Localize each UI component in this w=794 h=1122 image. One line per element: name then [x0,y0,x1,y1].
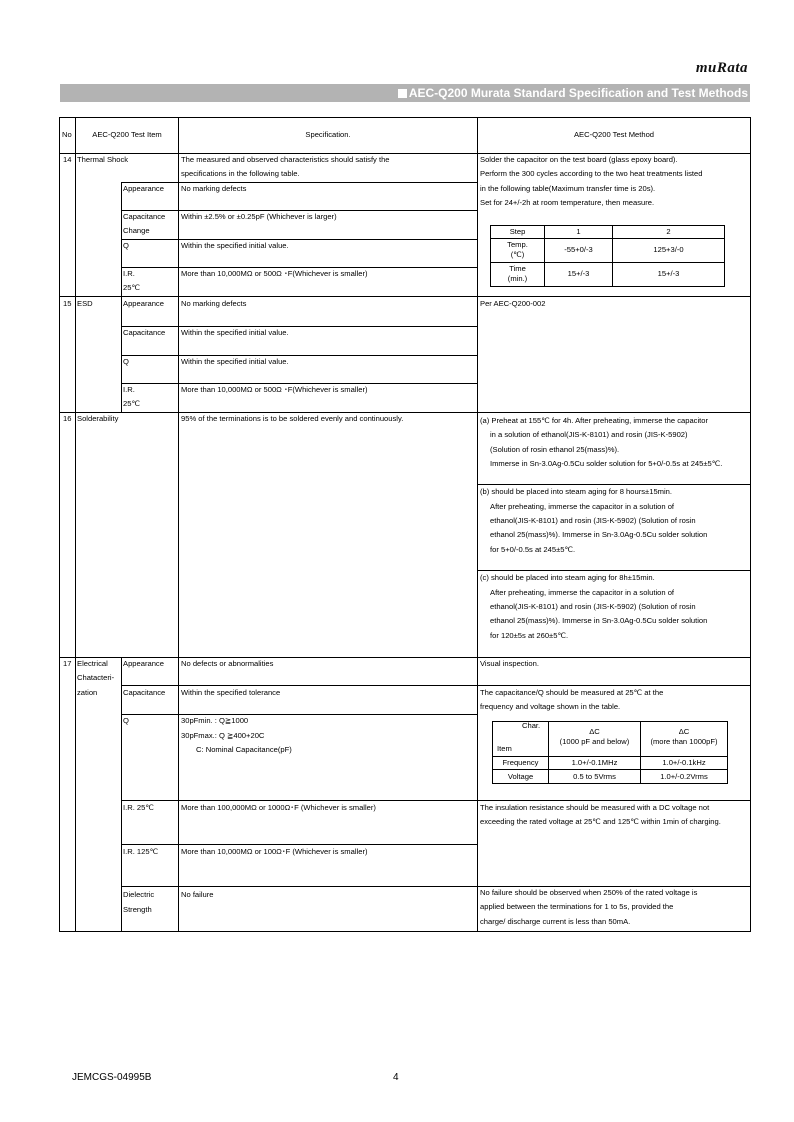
header-test-method: AEC-Q200 Test Method [573,130,655,139]
method-text: No failure should be observed when 250% of the rated voltage is [480,888,698,897]
method-text: (c) should be placed into steam aging for 8h±15min. [480,573,655,582]
document-code: JEMCGS-04995B [72,1072,152,1083]
method-text: Set for 24+/-2h at room temperature, then measure. [480,198,655,207]
method-text: Per AEC-Q200-002 [480,299,546,308]
method-text: applied between the terminations for 1 to 5s, provided the [480,902,674,911]
sub-item-label: Dielectric [123,890,155,899]
sub-item-spec: Within ±2.5% or ±0.25pF (Whichever is larger) [181,212,337,221]
table-header-cell: ΔC [589,727,600,736]
method-text: ethanol(JIS-K-8101) and rosin (JIS-K-5902) (Solution of rosin [490,516,696,525]
table-cell: Temp. [507,240,528,249]
table-header-cell: (more than 1000pF) [650,737,718,746]
method-text: for 120±5s at 260±5℃. [490,631,569,640]
sub-item-spec: 30pFmax.: Q ≧400+20C [181,731,265,740]
sub-item-spec: No marking defects [181,299,247,308]
sub-item-label: Appearance [123,299,164,308]
header-no: No [62,130,72,139]
table-cell: 15+/-3 [567,269,590,278]
method-text: exceeding the rated voltage at 25℃ and 125℃ within 1min of charging. [480,817,721,826]
sub-item-spec: Within the specified tolerance [181,688,281,697]
sub-item-spec: No defects or abnormalities [181,659,274,668]
table-cell: 15+/-3 [657,269,680,278]
header-test-item: AEC-Q200 Test Item [92,130,162,139]
method-text: Perform the 300 cycles according to the two heat treatments listed [480,169,703,178]
table-header-cell: Step [509,227,526,236]
test-item: Electrical [77,659,108,668]
method-text: ethanol 25(mass)%). Immerse in Sn-3.0Ag-0.5Cu solder solution [490,530,708,539]
table-cell: 1.0+/-0.2Vrms [660,772,708,781]
method-text: frequency and voltage shown in the table. [480,702,621,711]
test-item: ESD [77,299,93,308]
sub-item-spec: Within the specified initial value. [181,328,289,337]
method-text: After preheating, immerse the capacitor in a solution of [490,588,675,597]
sub-item-label: Capacitance [123,212,166,221]
sub-item-label: I.R. [123,269,135,278]
table-header-cell: 2 [666,227,671,236]
table-cell: (min.) [507,274,528,283]
sub-item-label: 25℃ [123,399,140,408]
sub-item-spec: More than 100,000MΩ or 1000Ω･F (Whichever is smaller) [181,803,376,812]
spec-text: 95% of the terminations is to be soldered evenly and continuously. [181,414,404,423]
sub-item-label: 25℃ [123,283,140,292]
method-text: Immerse in Sn-3.0Ag-0.5Cu solder solution for 5+0/-0.5s at 245±5℃. [490,459,723,468]
method-text: The insulation resistance should be measured with a DC voltage not [480,803,710,812]
square-bullet-icon [398,89,407,98]
header-specification: Specification. [305,130,351,139]
table-header-cell: (1000 pF and below) [559,737,630,746]
sub-item-label: Q [123,357,129,366]
sub-item-spec: More than 10,000MΩ or 500Ω ･F(Whichever is smaller) [181,269,368,278]
sub-item-spec: More than 10,000MΩ or 500Ω ･F(Whichever is smaller) [181,385,368,394]
table-cell: Frequency [502,758,539,767]
row-number: 16 [63,414,72,423]
method-text: in a solution of ethanol(JIS-K-8101) and rosin (JIS-K-5902) [490,430,688,439]
sub-item-label: Capacitance [123,328,166,337]
method-text: ethanol(JIS-K-8101) and rosin (JIS-K-5902) (Solution of rosin [490,602,696,611]
sub-item-spec: More than 10,000MΩ or 100Ω･F (Whichever is smaller) [181,847,368,856]
sub-item-label: I.R. 25℃ [123,803,154,812]
spec-text: The measured and observed characteristics should satisfy the [181,155,390,164]
table-cell: 0.5 to 5Vrms [573,772,616,781]
table-cell: 1.0+/-0.1kHz [662,758,706,767]
table-cell: -55+0/-3 [564,245,593,254]
table-header-cell: Item [497,744,512,753]
method-text: ethanol 25(mass)%). Immerse in Sn-3.0Ag-0.5Cu solder solution [490,616,708,625]
sub-item-spec: No failure [181,890,214,899]
table-header-cell: 1 [576,227,581,236]
sub-item-label: I.R. 125℃ [123,847,159,856]
table-cell: (℃) [510,250,525,259]
method-text: (b) should be placed into steam aging for 8 hours±15min. [480,487,673,496]
page-number: 4 [393,1072,399,1083]
method-text: Solder the capacitor on the test board (glass epoxy board). [480,155,678,164]
spec-text: specifications in the following table. [181,169,300,178]
sub-item-label: Appearance [123,184,164,193]
sub-item-spec: No marking defects [181,184,247,193]
sub-item-spec: 30pFmin. : Q≧1000 [181,716,249,725]
test-item: Chatacteri- [77,673,115,682]
method-text: After preheating, immerse the capacitor in a solution of [490,502,675,511]
table-header-cell: ΔC [678,727,690,736]
test-item: zation [77,688,98,697]
sub-item-label: Change [123,226,150,235]
sub-item-label: Q [123,241,129,250]
table-cell: 1.0+/-0.1MHz [571,758,618,767]
sub-item-label: I.R. [123,385,135,394]
test-item: Solderability [77,414,119,423]
test-item: Thermal Shock [77,155,129,164]
method-text: charge/ discharge current is less than 50mA. [480,917,631,926]
method-text: in the following table(Maximum transfer time is 20s). [480,184,656,193]
sub-item-label: Capacitance [123,688,166,697]
method-text: (Solution of rosin ethanol 25(mass)%). [490,445,620,454]
table-cell: Voltage [507,772,534,781]
table-header-cell: Char. [522,721,541,730]
sub-item-label: Q [123,716,129,725]
row-number: 14 [63,155,72,164]
sub-item-spec: Within the specified initial value. [181,357,289,366]
table-cell: Time [509,264,526,273]
sub-item-label: Appearance [123,659,164,668]
row-number: 17 [63,659,72,668]
sub-item-spec: C: Nominal Capacitance(pF) [196,745,292,754]
sub-item-label: Strength [123,905,152,914]
method-text: Visual inspection. [480,659,539,668]
method-text: (a) Preheat at 155℃ for 4h. After preheating, immerse the capacitor [480,416,709,425]
banner-title: AEC-Q200 Murata Standard Specification and Test Methods [408,86,748,100]
page-banner [60,84,750,102]
method-text: The capacitance/Q should be measured at 25℃ at the [480,688,664,697]
murata-logo: muRata [695,60,748,76]
method-text: for 5+0/-0.5s at 245±5℃. [490,545,576,554]
table-cell: 125+3/-0 [653,245,684,254]
row-number: 15 [63,299,72,308]
sub-item-spec: Within the specified initial value. [181,241,289,250]
